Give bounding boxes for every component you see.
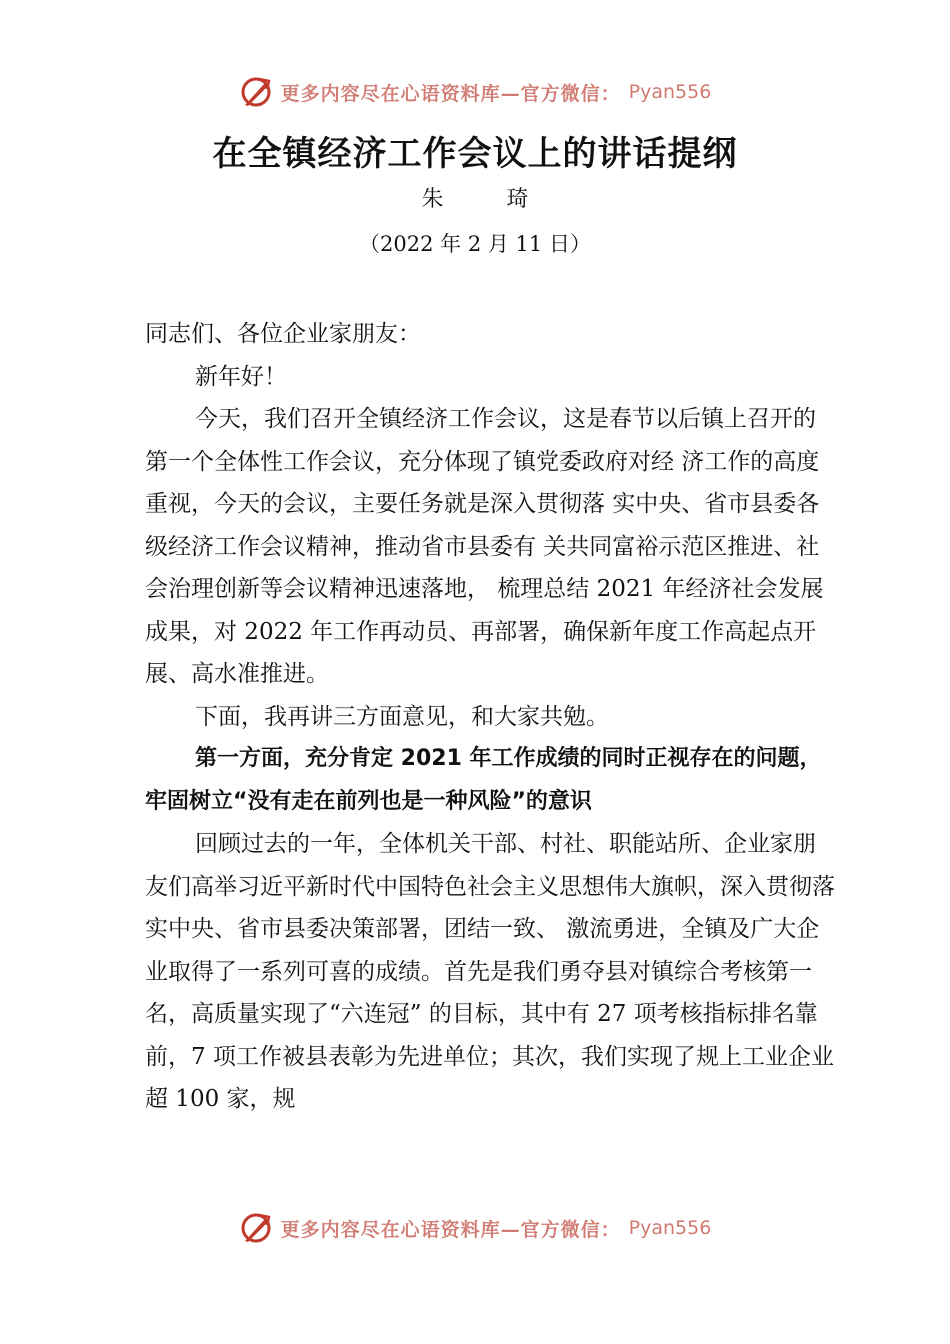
document-title: 在全镇经济工作会议上的讲话提纲 [212,134,738,174]
paragraph-review: 回顾过去的一年，全体机关干部、村社、职能站所、企业家朋友们高举习近平新时代中国特色社会主义思想伟大旗帜，深入贯彻落实中央、省市县委决策部署，团结一致、 激流勇进，全镇及广大企业取得了一系列可喜的成绩。首先是我们勇夺县对镇综合考核第一名，高质量实现了“六连冠” 的目标，其中有 27 项考核指标排名靠前，7 项工作被县表彰为先进单位；其次，我们实现了规上工业企业超 100 家，规 [145,831,835,1112]
document-date: （2022 年 2 月 11 日） [359,232,591,256]
pen-circle-logo-icon [239,1211,273,1245]
document-body [145,313,835,1121]
salutation: 同志们、各位企业家朋友： [145,321,421,347]
banner-text: 更多内容尽在心语资料库—官方微信： [280,82,621,105]
document-author: 朱 琦 [421,187,557,212]
paragraph-intro: 今天，我们召开全镇经济工作会议，这是春节以后镇上召开的第一个全体性工作会议，充分体现了镇党委政府对经 济工作的高度重视，今天的会议，主要任务就是深入贯彻落 实中央、省市县委各级经济工作会议精神，推动省市县委有 关共同富裕示范区推进、社会治理创新等会议精神迅速落地， 梳理总结 2021 年经济社会发展成果，对 2022 年工作再动员、再部署，确保新年度工作高起点开展、高水准推进。 [145,406,824,687]
banner-wechat-id: Pyan556 [628,81,712,103]
paragraph-outline: 下面，我再讲三方面意见，和大家共勉。 [195,703,609,730]
footer-banner [0,1208,950,1248]
section-heading-1: 第一方面，充分肯定 2021 年工作成绩的同时正视存在的问题，牢固树立“没有走在前列也是一种风险”的意识 [145,746,822,814]
greeting: 新年好！ [195,363,287,390]
header-banner [0,72,950,112]
banner-wechat-id: Pyan556 [628,1217,712,1239]
banner-text: 更多内容尽在心语资料库—官方微信： [280,1218,621,1241]
pen-circle-logo-icon [239,75,273,109]
